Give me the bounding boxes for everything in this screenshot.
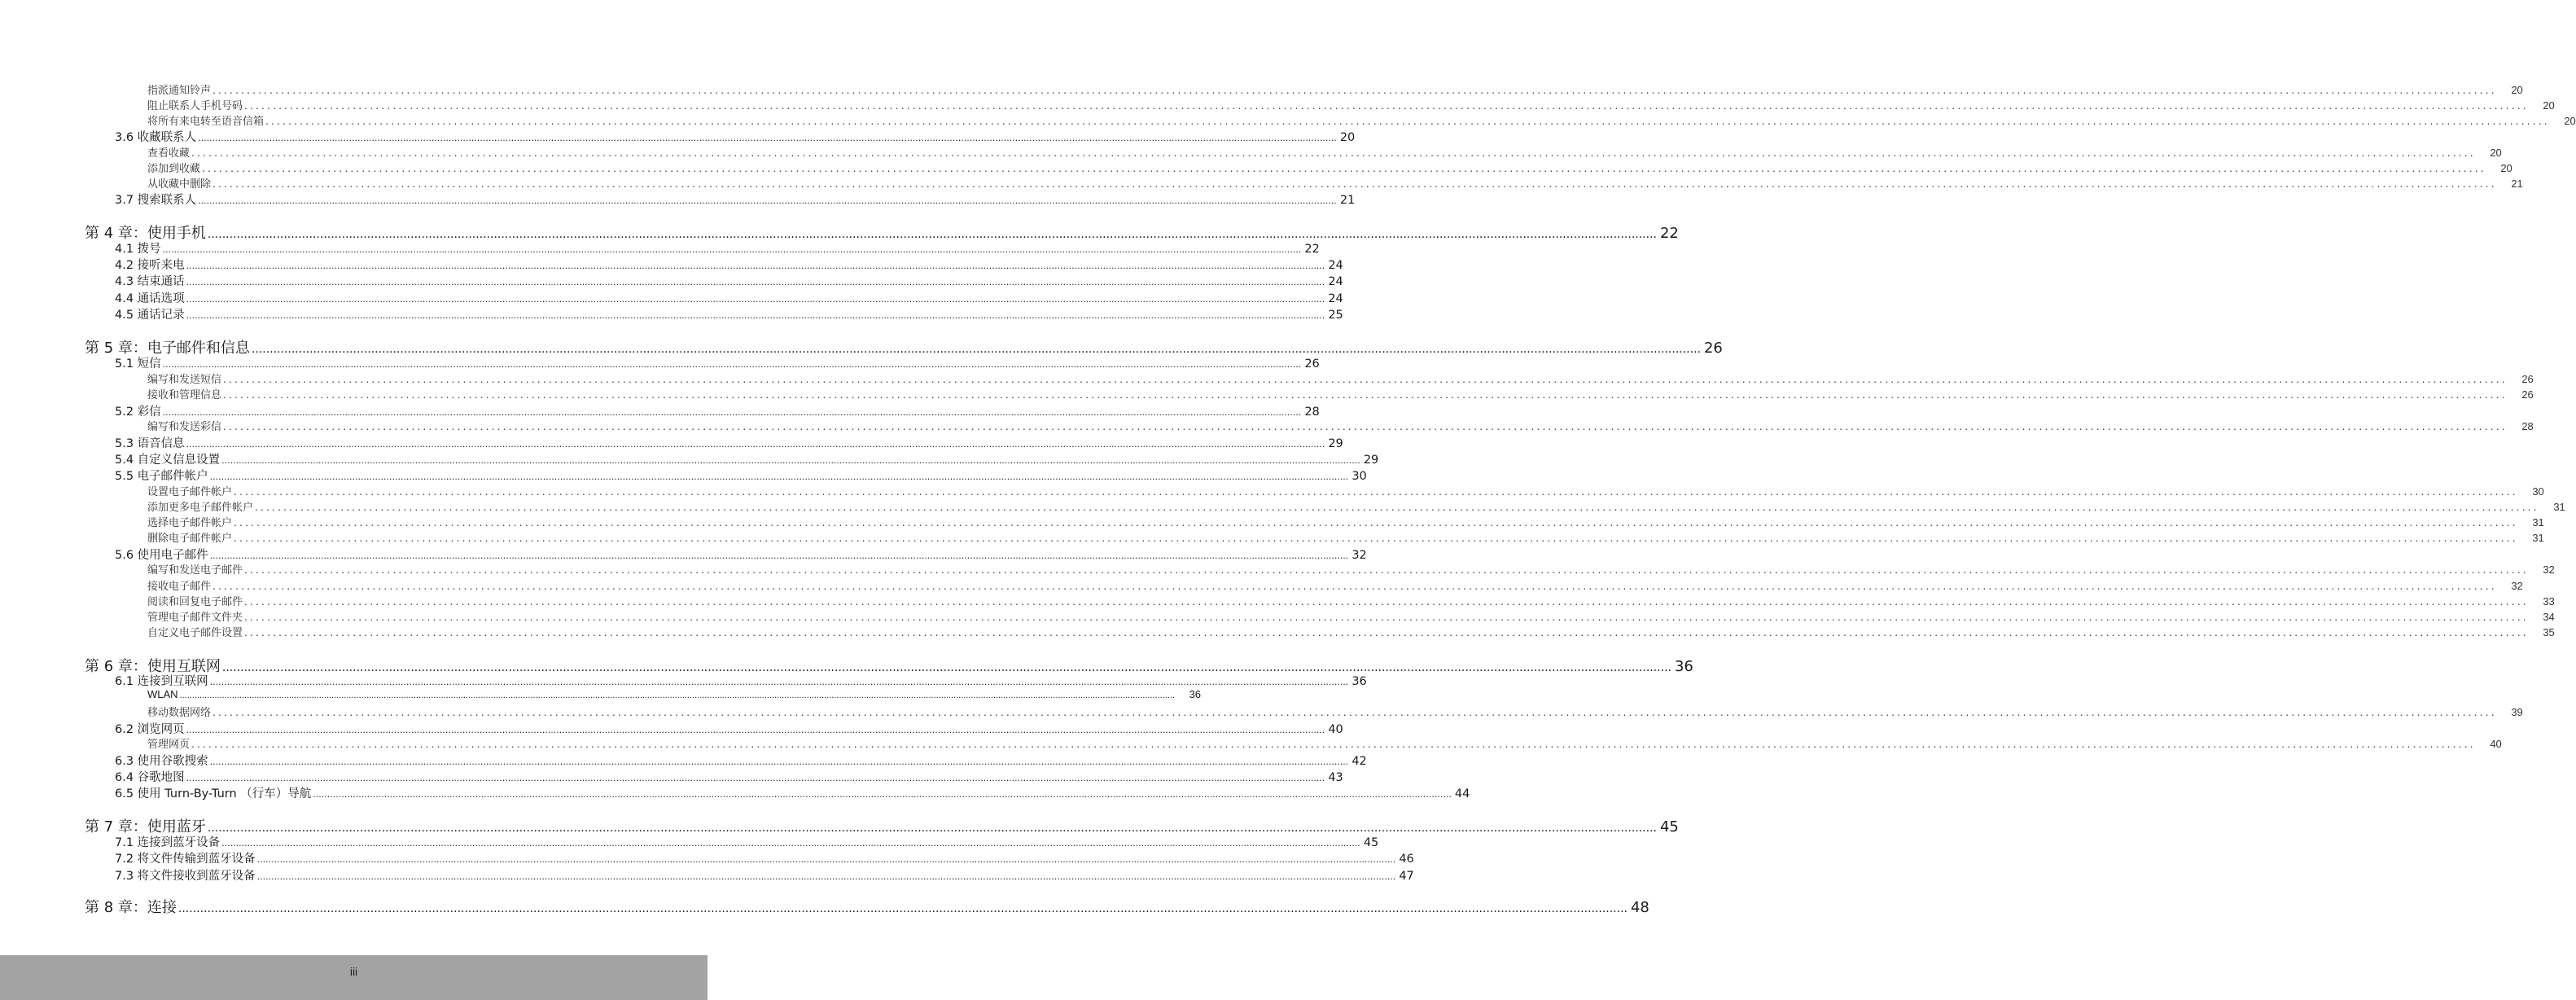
dot-leader: ................................................................................................................................................................................................................................................................................................................................................................................................................ — [255, 502, 2539, 513]
toc-entry-title: 第 8 章：连接 — [85, 899, 177, 916]
toc-entry-page-number: 20 — [2564, 115, 2576, 127]
toc-subsection-entry[interactable] — [147, 577, 2523, 593]
toc-entry-page-number: 24 — [1328, 259, 1343, 272]
toc-section-entry[interactable] — [115, 289, 1343, 306]
dot-leader: ................................................................................................................................................................................................................................................................................................................................................................................................................ — [186, 725, 1325, 735]
toc-entry-title: 4.2 接听来电 — [115, 259, 185, 272]
toc-entry-page-number: 34 — [2543, 611, 2555, 623]
toc-entry-page-number: 29 — [1363, 454, 1379, 467]
toc-section-entry[interactable] — [115, 402, 1320, 419]
toc-section-entry[interactable] — [115, 191, 1356, 208]
dot-leader: ................................................................................................................................................................................................................................................................................................................................................................................................................ — [209, 471, 1349, 482]
dot-leader: ................................................................................................................................................................................................................................................................................................................................................................................................................ — [186, 310, 1325, 321]
toc-entry-title: 接收和管理信息 — [147, 389, 222, 401]
toc-subsection-entry[interactable] — [147, 498, 2565, 514]
toc-entry-page-number: 22 — [1659, 225, 1679, 242]
toc-section-entry[interactable] — [115, 272, 1343, 289]
footer-page-number: iii — [349, 965, 358, 978]
toc-entry-title: 第 4 章：使用手机 — [85, 225, 206, 242]
toc-entry-title: 7.2 将文件传输到蓝牙设备 — [115, 853, 256, 866]
toc-entry-page-number: 35 — [2543, 626, 2555, 638]
dot-leader: ................................................................................................................................................................................................................................................................................................................................................................................................................ — [177, 902, 1628, 915]
toc-entry-title: 4.1 拨号 — [115, 243, 161, 256]
toc-subsection-entry[interactable] — [147, 386, 2534, 401]
dot-leader: ................................................................................................................................................................................................................................................................................................................................................................................................................ — [198, 133, 1337, 143]
dot-leader: ................................................................................................................................................................................................................................................................................................................................................................................................................ — [162, 407, 1302, 418]
dot-leader: ................................................................................................................................................................................................................................................................................................................................................................................................................ — [198, 195, 1337, 206]
dot-leader: ................................................................................................................................................................................................................................................................................................................................................................................................................ — [162, 359, 1302, 370]
toc-entry-title: 6.4 谷歌地图 — [115, 771, 185, 784]
toc-entry-title: 查看收藏 — [147, 147, 191, 160]
toc-entry-title: 6.3 使用谷歌搜索 — [115, 755, 208, 768]
dot-leader: ................................................................................................................................................................................................................................................................................................................................................................................................................ — [212, 581, 2497, 592]
toc-entry-page-number: 36 — [1352, 675, 1367, 688]
dot-leader: ................................................................................................................................................................................................................................................................................................................................................................................................................ — [207, 822, 1657, 835]
toc-entry-title: 选择电子邮件帐户 — [147, 517, 233, 529]
toc-section-entry[interactable] — [115, 752, 1367, 769]
toc-entry-title: 添加更多电子邮件帐户 — [147, 502, 254, 514]
dot-leader: ................................................................................................................................................................................................................................................................................................................................................................................................................ — [221, 455, 1360, 466]
toc-entry-title: 5.3 语音信息 — [115, 437, 185, 450]
toc-entry-title: 第 7 章：使用蓝牙 — [85, 818, 206, 836]
dot-leader: ................................................................................................................................................................................................................................................................................................................................................................................................................ — [256, 854, 1396, 865]
toc-entry-title: 编写和发送电子邮件 — [147, 564, 243, 577]
dot-leader: ................................................................................................................................................................................................................................................................................................................................................................................................................ — [209, 550, 1349, 561]
toc-section-entry[interactable] — [115, 450, 1379, 467]
toc-entry-page-number: 36 — [1189, 688, 1202, 700]
toc-entry-page-number: 39 — [2511, 706, 2523, 718]
toc-subsection-entry[interactable] — [147, 593, 2555, 608]
toc-entry-page-number: 30 — [1352, 470, 1367, 483]
toc-entry-page-number: 26 — [1304, 357, 1320, 371]
toc-entry-title: 移动数据网络 — [147, 707, 212, 719]
toc-entry-page-number: 29 — [1328, 437, 1343, 450]
toc-entry-title: 设置电子邮件帐户 — [147, 486, 233, 498]
dot-leader: ................................................................................................................................................................................................................................................................................................................................................................................................................ — [234, 517, 2518, 529]
toc-subsection-entry[interactable] — [147, 704, 2523, 719]
toc-entry-title: 编写和发送短信 — [147, 374, 222, 386]
dot-leader: ................................................................................................................................................................................................................................................................................................................................................................................................................ — [256, 871, 1396, 882]
toc-section-entry[interactable] — [115, 256, 1343, 273]
dot-leader: ................................................................................................................................................................................................................................................................................................................................................................................................................ — [223, 374, 2508, 385]
page-footer — [0, 955, 708, 1000]
dot-leader: ................................................................................................................................................................................................................................................................................................................................................................................................................ — [212, 707, 2497, 718]
toc-entry-title: 5.2 彩信 — [115, 406, 161, 419]
toc-entry-title: 6.2 浏览网页 — [115, 723, 185, 736]
dot-leader: ................................................................................................................................................................................................................................................................................................................................................................................................................ — [221, 838, 1360, 849]
toc-entry-page-number: 45 — [1659, 818, 1679, 836]
toc-entry-page-number: 26 — [1703, 340, 1723, 357]
dot-leader: ................................................................................................................................................................................................................................................................................................................................................................................................................ — [221, 661, 1671, 674]
toc-entry-page-number: 20 — [2490, 147, 2502, 159]
dot-leader: ................................................................................................................................................................................................................................................................................................................................................................................................................ — [186, 439, 1325, 450]
toc-entry-page-number: 47 — [1399, 870, 1414, 883]
dot-leader: ................................................................................................................................................................................................................................................................................................................................................................................................................ — [265, 116, 2550, 127]
toc-entry-title: 管理电子邮件文件夹 — [147, 612, 243, 624]
toc-entry-page-number: 45 — [1363, 836, 1379, 849]
toc-entry-title: 第 5 章：电子邮件和信息 — [85, 340, 250, 357]
toc-section-entry[interactable] — [115, 546, 1367, 563]
toc-section-entry[interactable] — [115, 467, 1367, 484]
dot-leader: ................................................................................................................................................................................................................................................................................................................................................................................................................ — [191, 739, 2476, 750]
toc-subsection-entry[interactable] — [147, 97, 2555, 112]
toc-subsection-entry[interactable] — [147, 735, 2502, 751]
toc-entry-title: 阻止联系人手机号码 — [147, 100, 243, 112]
toc-subsection-entry[interactable] — [147, 483, 2544, 498]
toc-entry-title: 编写和发送彩信 — [147, 421, 222, 433]
dot-leader: ................................................................................................................................................................................................................................................................................................................................................................................................................ — [186, 261, 1325, 271]
toc-subsection-entry[interactable] — [147, 371, 2534, 386]
dot-leader: ................................................................................................................................................................................................................................................................................................................................................................................................................ — [212, 85, 2497, 96]
toc-entry-page-number: 48 — [1630, 899, 1649, 916]
dot-leader: ................................................................................................................................................................................................................................................................................................................................................................................................................ — [251, 343, 1701, 356]
toc-entry-title: 4.5 通话记录 — [115, 309, 185, 322]
toc-subsection-entry[interactable] — [147, 624, 2555, 639]
toc-entry-title: 删除电子邮件帐户 — [147, 533, 233, 545]
toc-subsection-entry[interactable] — [147, 608, 2555, 624]
toc-entry-title: 阅读和回复电子邮件 — [147, 596, 243, 608]
toc-entry-page-number: 46 — [1399, 853, 1414, 866]
toc-entry-page-number: 31 — [2532, 516, 2544, 529]
toc-entry-page-number: 20 — [2543, 99, 2555, 112]
toc-entry-page-number: 31 — [2532, 532, 2544, 544]
toc-entry-page-number: 40 — [1328, 723, 1343, 736]
toc-entry-page-number: 28 — [1304, 406, 1320, 419]
dot-leader: ................................................................................................................................................................................................................................................................................................................................................................................................................ — [179, 691, 1176, 700]
toc-entry-page-number: 31 — [2553, 501, 2565, 513]
toc-subsection-entry[interactable] — [147, 144, 2502, 160]
dot-leader: ................................................................................................................................................................................................................................................................................................................................................................................................................ — [244, 100, 2529, 112]
dot-leader: ................................................................................................................................................................................................................................................................................................................................................................................................................ — [234, 533, 2518, 544]
toc-entry-page-number: 24 — [1328, 292, 1343, 305]
toc-entry-title: 3.6 收藏联系人 — [115, 131, 197, 144]
toc-entry-page-number: 20 — [1339, 131, 1356, 144]
toc-section-entry[interactable] — [115, 833, 1379, 850]
toc-subsection-entry[interactable] — [147, 418, 2534, 433]
toc-subsection-entry[interactable] — [147, 688, 1202, 700]
toc-entry-title: 从收藏中删除 — [147, 178, 212, 191]
dot-leader: ................................................................................................................................................................................................................................................................................................................................................................................................................ — [212, 178, 2497, 190]
dot-leader: ................................................................................................................................................................................................................................................................................................................................................................................................................ — [313, 789, 1452, 800]
dot-leader: ................................................................................................................................................................................................................................................................................................................................................................................................................ — [186, 294, 1325, 305]
toc-entry-title: 6.1 连接到互联网 — [115, 675, 208, 688]
toc-section-entry[interactable] — [115, 672, 1367, 689]
toc-entry-title: 5.4 自定义信息设置 — [115, 454, 221, 467]
dot-leader: ................................................................................................................................................................................................................................................................................................................................................................................................................ — [162, 244, 1302, 255]
dot-leader: ................................................................................................................................................................................................................................................................................................................................................................................................................ — [209, 677, 1349, 687]
toc-entry-page-number: 28 — [2521, 420, 2534, 432]
toc-section-entry[interactable] — [115, 849, 1414, 866]
toc-subsection-entry[interactable] — [147, 529, 2544, 545]
dot-leader: ................................................................................................................................................................................................................................................................................................................................................................................................................ — [191, 147, 2476, 159]
toc-subsection-entry[interactable] — [147, 561, 2555, 577]
toc-entry-page-number: 22 — [1304, 243, 1320, 256]
toc-entry-title: 3.7 搜索联系人 — [115, 194, 197, 207]
toc-entry-title: 第 6 章：使用互联网 — [85, 658, 221, 675]
toc-entry-title: WLAN — [147, 688, 178, 700]
toc-entry-page-number: 33 — [2543, 595, 2555, 607]
toc-entry-title: 5.6 使用电子邮件 — [115, 549, 208, 562]
toc-entry-page-number: 30 — [2532, 485, 2544, 498]
toc-section-entry[interactable] — [115, 305, 1343, 322]
toc-section-entry[interactable] — [115, 434, 1343, 451]
toc-entry-title: 管理网页 — [147, 739, 191, 751]
toc-entry-page-number: 26 — [2521, 388, 2534, 401]
toc-subsection-entry[interactable] — [147, 81, 2523, 97]
toc-entry-title: 6.5 使用 Turn-By-Turn （行车）导航 — [115, 787, 312, 800]
toc-entry-title: 5.1 短信 — [115, 357, 161, 371]
toc-section-entry[interactable] — [115, 128, 1356, 145]
toc-entry-page-number: 36 — [1674, 658, 1693, 675]
toc-entry-title: 接收电子邮件 — [147, 581, 212, 593]
toc-entry-title: 指派通知铃声 — [147, 85, 212, 97]
toc-entry-title: 4.3 结束通话 — [115, 275, 185, 288]
toc-entry-title: 7.1 连接到蓝牙设备 — [115, 836, 221, 849]
toc-entry-page-number: 20 — [2511, 84, 2523, 96]
toc-subsection-entry[interactable] — [147, 514, 2544, 529]
dot-leader: ................................................................................................................................................................................................................................................................................................................................................................................................................ — [207, 228, 1657, 241]
toc-entry-page-number: 21 — [2511, 178, 2523, 190]
toc-chapter-entry[interactable] — [85, 896, 1649, 917]
toc-section-entry[interactable] — [115, 239, 1320, 257]
toc-entry-page-number: 24 — [1328, 275, 1343, 288]
toc-entry-page-number: 32 — [2511, 580, 2523, 592]
dot-leader: ................................................................................................................................................................................................................................................................................................................................................................................................................ — [209, 757, 1349, 767]
dot-leader: ................................................................................................................................................................................................................................................................................................................................................................................................................ — [244, 564, 2529, 576]
dot-leader: ................................................................................................................................................................................................................................................................................................................................................................................................................ — [186, 277, 1325, 287]
toc-entry-title: 4.4 通话选项 — [115, 292, 185, 305]
toc-entry-page-number: 43 — [1328, 771, 1343, 784]
toc-entry-title: 将所有来电转至语音信箱 — [147, 116, 265, 128]
toc-entry-title: 自定义电子邮件设置 — [147, 627, 243, 639]
toc-entry-page-number: 42 — [1352, 755, 1367, 768]
toc-entry-page-number: 40 — [2490, 738, 2502, 750]
toc-subsection-entry[interactable] — [147, 112, 2576, 128]
toc-entry-title: 7.3 将文件接收到蓝牙设备 — [115, 870, 256, 883]
dot-leader: ................................................................................................................................................................................................................................................................................................................................................................................................................ — [234, 486, 2518, 498]
toc-section-entry[interactable] — [115, 784, 1470, 801]
dot-leader: ................................................................................................................................................................................................................................................................................................................................................................................................................ — [223, 421, 2508, 432]
dot-leader: ................................................................................................................................................................................................................................................................................................................................................................................................................ — [244, 612, 2529, 623]
dot-leader: ................................................................................................................................................................................................................................................................................................................................................................................................................ — [202, 163, 2486, 174]
toc-entry-page-number: 32 — [2543, 564, 2555, 576]
dot-leader: ................................................................................................................................................................................................................................................................................................................................................................................................................ — [186, 773, 1325, 783]
toc-section-entry[interactable] — [115, 720, 1343, 737]
dot-leader: ................................................................................................................................................................................................................................................................................................................................................................................................................ — [223, 389, 2508, 401]
toc-entry-title: 添加到收藏 — [147, 163, 201, 175]
toc-entry-page-number: 21 — [1339, 194, 1356, 207]
dot-leader: ................................................................................................................................................................................................................................................................................................................................................................................................................ — [244, 596, 2529, 607]
toc-entry-page-number: 25 — [1328, 309, 1343, 322]
toc-entry-title: 5.5 电子邮件帐户 — [115, 470, 208, 483]
toc-subsection-entry[interactable] — [147, 160, 2512, 175]
toc-entry-page-number: 26 — [2521, 373, 2534, 385]
toc-entry-page-number: 32 — [1352, 549, 1367, 562]
toc-entry-page-number: 44 — [1454, 787, 1470, 800]
dot-leader: ................................................................................................................................................................................................................................................................................................................................................................................................................ — [244, 627, 2529, 638]
toc-subsection-entry[interactable] — [147, 175, 2523, 191]
toc-section-entry[interactable] — [115, 866, 1414, 884]
toc-section-entry[interactable] — [115, 768, 1343, 785]
toc-section-entry[interactable] — [115, 354, 1320, 371]
toc-entry-page-number: 20 — [2500, 162, 2512, 174]
